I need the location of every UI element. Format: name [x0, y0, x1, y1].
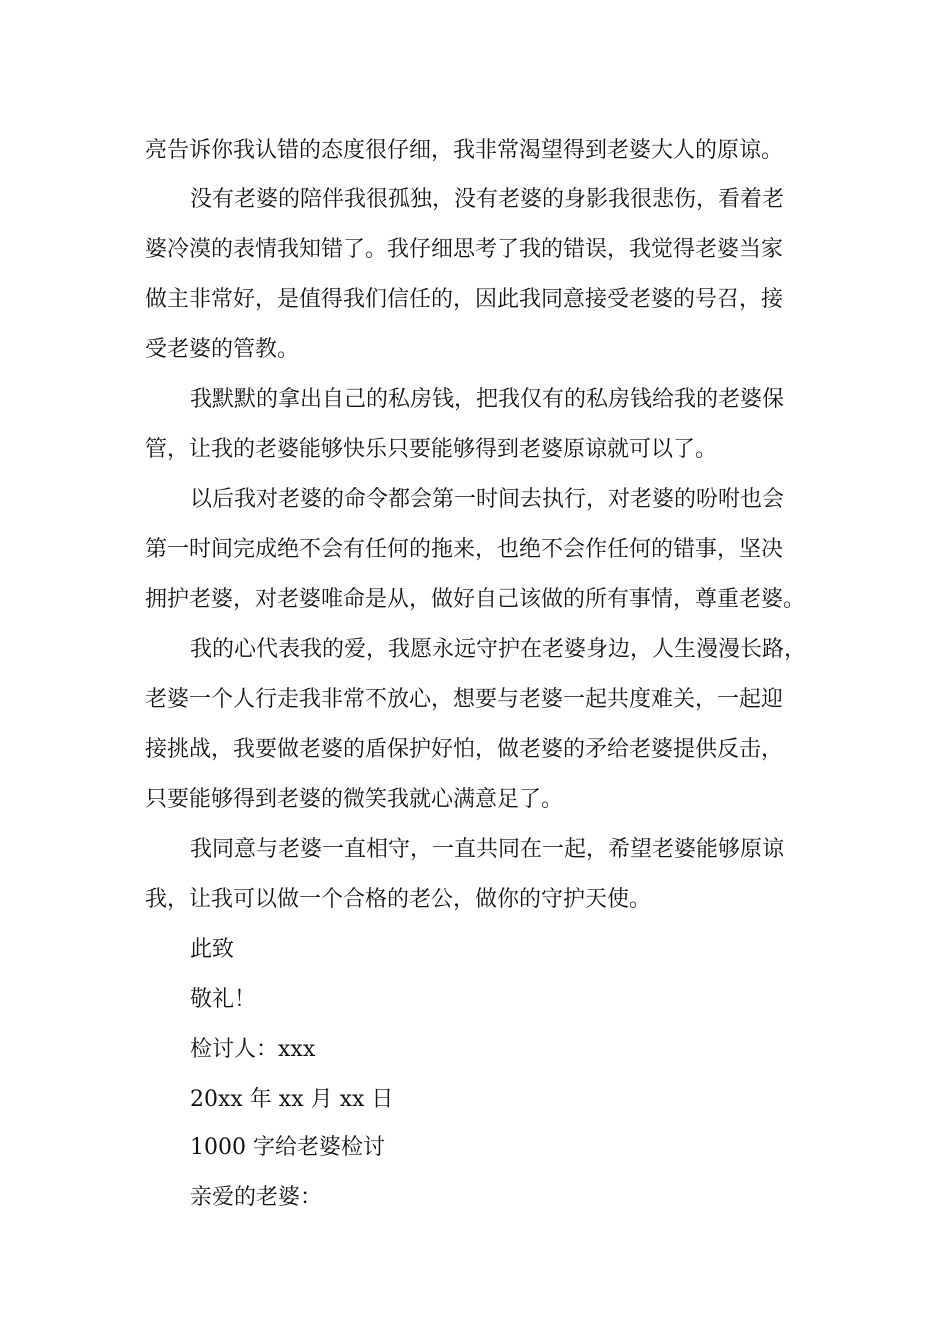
closing-salutation: 此致	[190, 937, 235, 962]
text-line: 亮告诉你我认错的态度很仔细，我非常渴望得到老婆大人的原谅。	[145, 138, 784, 163]
text-line: 管，让我的老婆能够快乐只要能够得到老婆原谅就可以了。	[145, 437, 718, 462]
section-heading: 1000 字给老婆检讨	[190, 1135, 385, 1160]
text-line: 只要能够得到老婆的微笑我就心满意足了。	[145, 787, 564, 812]
paragraph-first-line: 我同意与老婆一直相守，一直共同在一起，希望老婆能够原谅	[190, 837, 785, 862]
text-line: 我，让我可以做一个合格的老公，做你的守护天使。	[145, 887, 652, 912]
text-line: 老婆一个人行走我非常不放心，想要与老婆一起共度难关，一起迎	[145, 687, 784, 712]
paragraph-first-line: 我默默的拿出自己的私房钱，把我仅有的私房钱给我的老婆保	[190, 387, 785, 412]
text-line: 接挑战，我要做老婆的盾保护好怕，做老婆的矛给老婆提供反击，	[145, 737, 784, 762]
closing-respect: 敬礼！	[190, 987, 257, 1012]
text-line: 拥护老婆，对老婆唯命是从，做好自己该做的所有事情，尊重老婆。	[145, 587, 806, 612]
paragraph-first-line: 以后我对老婆的命令都会第一时间去执行，对老婆的吩咐也会	[190, 487, 785, 512]
signature-line: 检讨人：xxx	[190, 1037, 316, 1062]
greeting-line: 亲爱的老婆：	[190, 1185, 323, 1210]
text-line: 婆冷漠的表情我知错了。我仔细思考了我的错误，我觉得老婆当家	[145, 237, 784, 262]
date-line: 20xx 年 xx 月 xx 日	[190, 1087, 394, 1112]
text-line: 做主非常好，是值得我们信任的，因此我同意接受老婆的号召，接	[145, 287, 784, 312]
paragraph-first-line: 没有老婆的陪伴我很孤独，没有老婆的身影我很悲伤，看着老	[190, 187, 785, 212]
paragraph-first-line: 我的心代表我的爱，我愿永远守护在老婆身边，人生漫漫长路，	[190, 637, 807, 662]
text-line: 受老婆的管教。	[145, 337, 300, 362]
text-line: 第一时间完成绝不会有任何的拖来，也绝不会作任何的错事，坚决	[145, 537, 784, 562]
